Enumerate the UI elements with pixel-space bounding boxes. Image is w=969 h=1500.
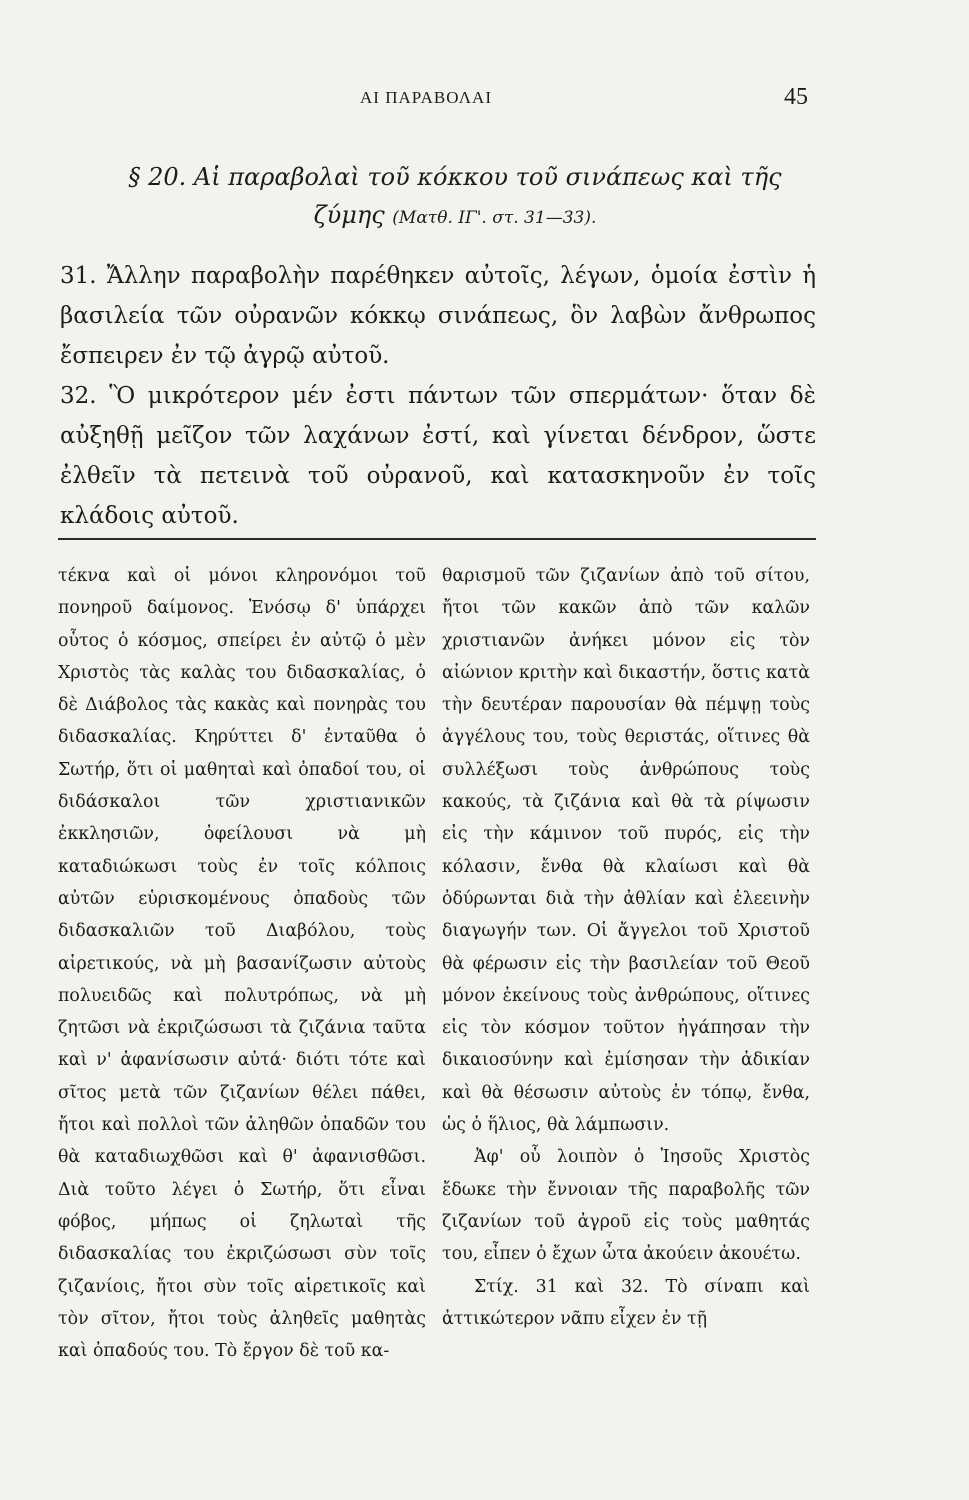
running-title: ΑΙ ΠΑΡΑΒΟΛΑΙ	[360, 88, 492, 107]
verse-31: 31. Ἄλλην παραβολὴν παρέθηκεν αὐτοῖς, λέγων, ὁμοία ἐστὶν ἡ βασιλεία τῶν οὐρανῶν κόκκῳ σινάπεως, ὃν λαβὼν ἄνθρωπος ἔσπειρεν ἐν τῷ ἀγρῷ αὐτοῦ.	[60, 263, 816, 369]
commentary-left-paragraph: τέκνα καὶ οἱ μόνοι κληρονόμοι τοῦ πονηροῦ δαίμονος. Ἐνόσῳ δ' ὑπάρχει οὗτος ὁ κόσμος, σπείρει ἐν αὐτῷ ὁ μὲν Χριστὸς τὰς καλὰς του διδασκαλίας, ὁ δὲ Διάβολος τὰς κακὰς καὶ πονηρὰς του διδασκαλίας. Κηρύττει δ' ἐνταῦθα ὁ Σωτήρ, ὅτι οἱ μαθηταὶ καὶ ὀπαδοί του, οἱ διδάσκαλοι τῶν χριστιανικῶν ἐκκλησιῶν, ὀφείλουσι νὰ μὴ καταδιώκωσι τοὺς ἐν τοῖς κόλποις αὐτῶν εὑρισκομένους ὀπαδοὺς τῶν διδασκαλιῶν τοῦ Διαβόλου, τοὺς αἱρετικούς, νὰ μὴ βασανίζωσιν αὐτοὺς πολυειδῶς καὶ πολυτρόπως, νὰ μὴ ζητῶσι νὰ ἐκριζώσωσι τὰ ζιζάνια ταῦτα καὶ ν' ἀφανίσωσιν αὐτά· διότι τότε καὶ σῖτος μετὰ τῶν ζιζανίων θέλει πάθει, ἤτοι καὶ πολλοὶ τῶν ἀληθῶν ὀπαδῶν του θὰ καταδιωχθῶσι καὶ θ' ἀφανισθῶσι. Διὰ τοῦτο λέγει ὁ Σωτήρ, ὅτι εἶναι φόβος, μήπως οἱ ζηλωταὶ τῆς διδασκαλίας του ἐκριζώσωσι σὺν τοῖς ζιζανίοις, ἤτοι σὺν τοῖς αἱρετικοῖς καὶ τὸν σῖτον, ἤτοι τοὺς ἀληθεῖς μαθητὰς καὶ ὀπαδούς του. Τὸ ἔργον δὲ τοῦ κα-	[58, 566, 426, 1362]
section-title: § 20. Αἱ παραβολαὶ τοῦ κόκκου τοῦ σινάπεως καὶ τῆς ζύμης	[128, 163, 782, 229]
commentary-right-paragraph-3: Στίχ. 31 καὶ 32. Τὸ σίναπι καὶ ἀττικώτερον νᾶπυ εἶχεν ἐν τῇ	[442, 1276, 810, 1329]
commentary-left-column	[58, 560, 426, 1367]
section-heading	[90, 158, 820, 237]
commentary-right-column	[442, 560, 810, 1335]
verse-32: 32. Ὃ μικρότερον μέν ἐστι πάντων τῶν σπερμάτων· ὅταν δὲ αὐξηθῇ μεῖζον τῶν λαχάνων ἐστί, καὶ γίνεται δένδρον, ὥστε ἐλθεῖν τὰ πετεινὰ τοῦ οὐρανοῦ, καὶ κατασκηνοῦν ἐν τοῖς κλάδοις αὐτοῦ.	[60, 383, 816, 529]
page-number: 45	[784, 84, 808, 110]
section-divider	[58, 538, 816, 540]
section-reference: (Ματθ. ΙΓ'. στ. 31—33).	[392, 208, 597, 228]
commentary-right-paragraph-2: Ἀφ' οὗ λοιπὸν ὁ Ἰησοῦς Χριστὸς ἔδωκε τὴν ἔννοιαν τῆς παραβολῆς τῶν ζιζανίων τοῦ ἀγροῦ εἰς τοὺς μαθητάς του, εἶπεν ὁ ἔχων ὦτα ἀκούειν ἀκουέτω.	[442, 1147, 810, 1265]
scripture-text	[60, 256, 816, 536]
commentary-right-paragraph-1: θαρισμοῦ τῶν ζιζανίων ἀπὸ τοῦ σίτου, ἤτοι τῶν κακῶν ἀπὸ τῶν καλῶν χριστιανῶν ἀνήκει μόνον εἰς τὸν αἰώνιον κριτὴν καὶ δικαστήν, ὅστις κατὰ τὴν δευτέραν παρουσίαν θὰ πέμψῃ τοὺς ἀγγέλους του, τοὺς θεριστάς, οἵτινες θὰ συλλέξωσι τοὺς ἀνθρώπους τοὺς κακούς, τὰ ζιζάνια καὶ θὰ τὰ ρίψωσιν εἰς τὴν κάμινον τοῦ πυρός, εἰς τὴν κόλασιν, ἔνθα θὰ κλαίωσι καὶ θὰ ὀδύρωνται διὰ τὴν ἀθλίαν καὶ ἐλεεινὴν διαγωγήν των. Οἱ ἄγγελοι τοῦ Χριστοῦ θὰ φέρωσιν εἰς τὴν βασιλείαν τοῦ Θεοῦ μόνον ἐκείνους τοὺς ἀνθρώπους, οἵτινες εἰς τὸν κόσμον τοῦτον ἠγάπησαν τὴν δικαιοσύνην καὶ ἐμίσησαν τὴν ἀδικίαν καὶ θὰ θέσωσιν αὐτοὺς ἐν τόπῳ, ἔνθα, ὡς ὁ ἥλιος, θὰ λάμπωσιν.	[442, 566, 810, 1136]
running-head	[0, 84, 969, 118]
